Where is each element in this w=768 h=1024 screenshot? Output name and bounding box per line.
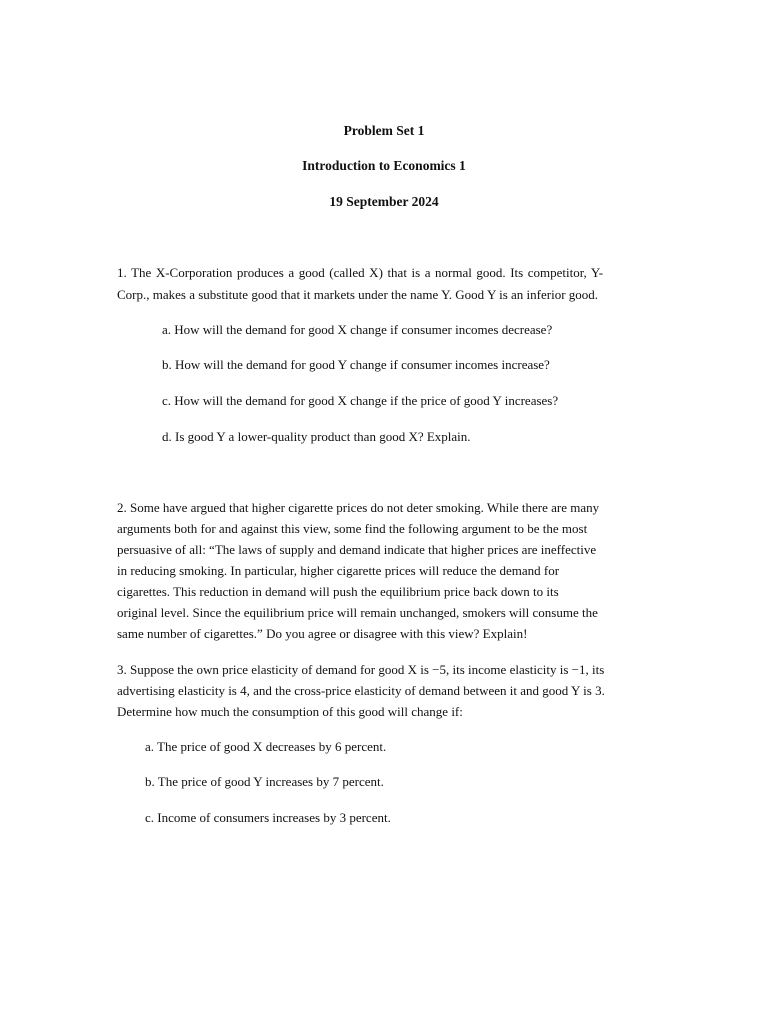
date-line: 19 September 2024 — [329, 194, 439, 209]
q2-line-2: arguments both for and against this view, some find the following argument to be the most — [117, 521, 588, 536]
q1-line-2: Corp., makes a substitute good that it markets under the name Y. Good Y is an inferior good. — [117, 287, 599, 302]
q3-line-2: advertising elasticity is 4, and the cross-price elasticity of demand between it and good Y is 3. — [117, 683, 605, 698]
q3-part-a: a. The price of good X decreases by 6 percent. — [145, 739, 387, 754]
q3-part-c: c. Income of consumers increases by 3 percent. — [145, 810, 391, 825]
q1-part-c: c. How will the demand for good X change if the price of good Y increases? — [162, 393, 559, 408]
course-title: Introduction to Economics 1 — [302, 158, 466, 173]
q2-line-7: same number of cigarettes.” Do you agree or disagree with this view? Explain! — [117, 626, 528, 641]
q2-line-1: 2. Some have argued that higher cigarette prices do not deter smoking. While there are many — [117, 500, 600, 515]
q3-line-1: 3. Suppose the own price elasticity of demand for good X is −5, its income elasticity is −1, its — [117, 662, 605, 677]
q1-part-a: a. How will the demand for good X change if consumer incomes decrease? — [162, 322, 553, 337]
q3-line-3: Determine how much the consumption of this good will change if: — [117, 704, 463, 719]
q1-line-1: 1. The X-Corporation produces a good (called X) that is a normal good. Its competitor, Y- — [117, 265, 604, 280]
q1-part-d: d. Is good Y a lower-quality product than good X? Explain. — [162, 429, 471, 444]
q2-line-6: original level. Since the equilibrium price will remain unchanged, smokers will consume the — [117, 605, 598, 620]
q1-part-b: b. How will the demand for good Y change if consumer incomes increase? — [162, 357, 550, 372]
q2-line-3: persuasive of all: “The laws of supply and demand indicate that higher prices are ineffective — [117, 542, 597, 557]
q2-line-5: cigarettes. This reduction in demand will push the equilibrium price back down to its — [117, 584, 559, 599]
q2-line-4: in reducing smoking. In particular, higher cigarette prices will reduce the demand for — [117, 563, 560, 578]
q3-part-b: b. The price of good Y increases by 7 percent. — [145, 774, 384, 789]
problem-set-title: Problem Set 1 — [343, 123, 425, 138]
